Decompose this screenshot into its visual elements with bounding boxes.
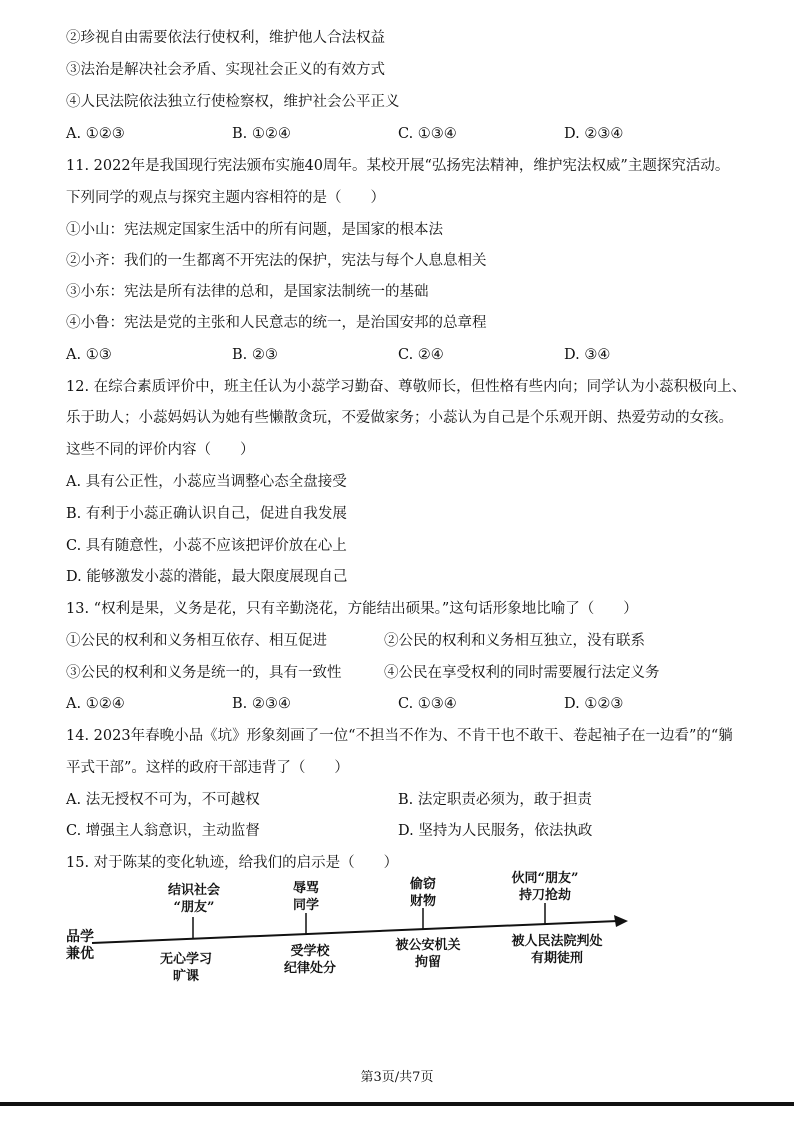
q14-option-b[interactable]: B. 法定职责必须为，敢于担责 (398, 792, 592, 808)
q14-stem-cont: 平式干部”。这样的政府干部违背了（ ） (66, 760, 349, 776)
q12-stem-end: 这些不同的评价内容（ ） (66, 442, 255, 458)
q11-stem: 11. 2022年是我国现行宪法颁布实施40周年。某校开展“弘扬宪法精神，维护宪法权威”主题探究活动。 (66, 158, 730, 174)
q11-option-a[interactable]: A. ①③ (66, 347, 112, 363)
q11-option-d[interactable]: D. ③④ (564, 347, 611, 363)
timeline-event-below-4: 被人民法院判处 有期徒刑 (511, 934, 603, 966)
q14-option-d[interactable]: D. 坚持为人民服务，依法执政 (398, 823, 593, 839)
q13-option-c[interactable]: C. ①③④ (398, 696, 457, 712)
q11-item-1: ①小山：宪法规定国家生活中的所有问题，是国家的根本法 (66, 222, 443, 238)
q14-option-a[interactable]: A. 法无授权不可为，不可越权 (66, 792, 260, 808)
q13-item-3: ③公民的权利和义务是统一的，具有一致性 (66, 665, 342, 681)
q11-option-c[interactable]: C. ②④ (398, 347, 444, 363)
timeline-event-below-2: 受学校 纪律处分 (283, 944, 336, 976)
q10-item-3: ③法治是解决社会矛盾、实现社会正义的有效方式 (66, 62, 385, 78)
bottom-divider (0, 1102, 794, 1106)
timeline-event-below-1: 无心学习 旷课 (159, 952, 212, 984)
q10-option-d[interactable]: D. ②③④ (564, 126, 624, 142)
q10-option-b[interactable]: B. ①②④ (232, 126, 291, 142)
q11-item-2: ②小齐：我们的一生都离不开宪法的保护，宪法与每个人息息相关 (66, 253, 487, 269)
q11-option-b[interactable]: B. ②③ (232, 347, 278, 363)
timeline-event-above-1: 结识社会 “朋友” (167, 883, 220, 915)
timeline-event-above-3: 偷窃 财物 (409, 877, 436, 909)
q10-item-2: ②珍视自由需要依法行使权利，维护他人合法权益 (66, 30, 385, 46)
q11-item-4: ④小鲁：宪法是党的主张和人民意志的统一，是治国安邦的总章程 (66, 315, 487, 331)
q13-stem: 13. “权利是果，义务是花，只有辛勤浇花，方能结出硕果。”这句话形象地比喻了（ ） (66, 601, 638, 617)
arrow-right-icon (614, 915, 628, 927)
q12-option-b[interactable]: B. 有利于小蕊正确认识自己，促进自我发展 (66, 506, 347, 522)
q13-option-a[interactable]: A. ①②④ (66, 696, 125, 712)
timeline-event-above-4: 伙同“朋友” 持刀抢劫 (511, 871, 579, 903)
q15-stem: 15. 对于陈某的变化轨迹，给我们的启示是（ ） (66, 855, 399, 871)
q12-stem: 12. 在综合素质评价中，班主任认为小蕊学习勤奋、尊敬师长，但性格有些内向；同学认为小蕊积极向上、 (66, 379, 747, 395)
timeline-event-above-2: 辱骂 同学 (292, 881, 319, 913)
q14-option-c[interactable]: C. 增强主人翁意识，主动监督 (66, 823, 260, 839)
q13-item-2: ②公民的权利和义务相互独立，没有联系 (384, 633, 645, 649)
q13-option-b[interactable]: B. ②③④ (232, 696, 291, 712)
q11-stem-cont: 下列同学的观点与探究主题内容相符的是（ ） (66, 190, 385, 206)
q10-item-4: ④人民法院依法独立行使检察权，维护社会公平正义 (66, 94, 400, 110)
q13-item-4: ④公民在享受权利的同时需要履行法定义务 (384, 665, 660, 681)
q10-option-c[interactable]: C. ①③④ (398, 126, 457, 142)
q12-stem-cont: 乐于助人；小蕊妈妈认为她有些懒散贪玩，不爱做家务；小蕊认为自己是个乐观开朗、热爱劳动的女孩。 (66, 410, 733, 426)
q13-item-1: ①公民的权利和义务相互依存、相互促进 (66, 633, 327, 649)
q12-option-c[interactable]: C. 具有随意性，小蕊不应该把评价放在心上 (66, 538, 347, 554)
timeline-start-label: 品学 兼优 (66, 929, 94, 962)
page-footer: 第3页/共7页 (360, 1070, 434, 1085)
timeline-event-below-3: 被公安机关 拘留 (395, 938, 461, 970)
q12-option-a[interactable]: A. 具有公正性，小蕊应当调整心态全盘接受 (66, 474, 347, 490)
q10-option-a[interactable]: A. ①②③ (66, 126, 125, 142)
q14-stem: 14. 2023年春晚小品《坑》形象刻画了一位“不担当不作为、不肯干也不敢干、卷起袖子在一边看”的“躺 (66, 728, 733, 744)
q12-option-d[interactable]: D. 能够激发小蕊的潜能，最大限度展现自己 (66, 569, 348, 585)
q13-option-d[interactable]: D. ①②③ (564, 696, 624, 712)
q11-item-3: ③小东：宪法是所有法律的总和，是国家法制统一的基础 (66, 284, 429, 300)
